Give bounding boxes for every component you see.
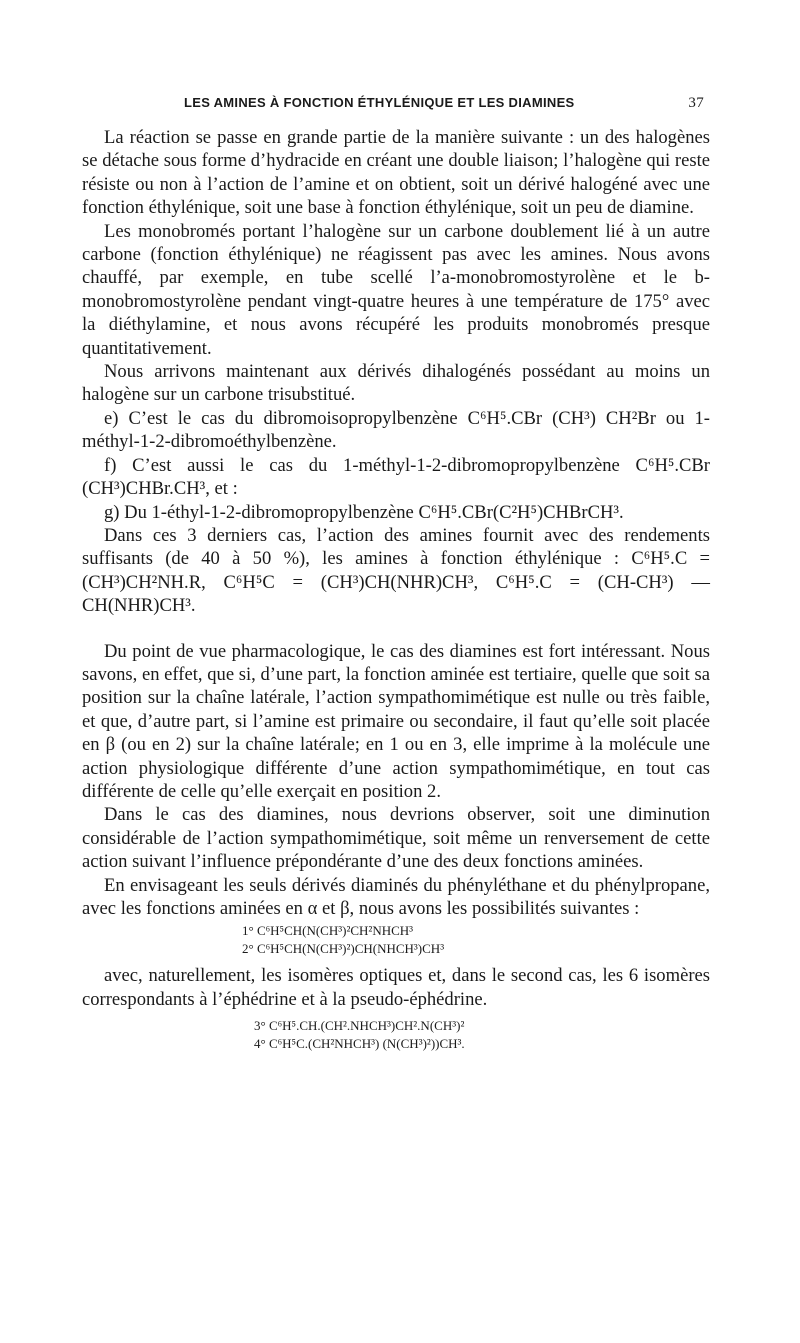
formula-line: 1° C⁶H⁵CH(N(CH³)²CH²NHCH³ (242, 923, 414, 939)
formula-line: 2° C⁶H⁵CH(N(CH³)²)CH(NHCH³)CH³ (242, 941, 445, 957)
formula-list-2 (82, 1017, 710, 1053)
paragraph: Du point de vue pharmacologique, le cas des diamines est fort intéressant. Nous savons, en effet, que si, d’une part, la fonction aminée est tertiaire, quelle que soit sa position sur la chaîne latérale, l’action sympathomimétique est nulle ou très faible, et que, d’autre part, si l’amine est primaire ou secondaire, il faut qu’elle soit placée en β (ou en 2) sur la chaîne latérale; en 1 ou en 3, elle imprime à la molécule une action physiologique différente d’une action sympathomimétique, en tout cas différente de celle qu’elle exerçait en position 2. (82, 640, 710, 802)
paragraph: La réaction se passe en grande partie de la manière suivante : un des halogènes se détache sous forme d’hydracide en créant une double liaison; l’halogène qui reste résiste ou non à l’action de l’amine et on obtient, soit un dérivé halogéné avec une fonction éthylénique, soit une base à fonction éthylénique, soit un peu de diamine. (82, 127, 710, 219)
paragraph: avec, naturellement, les isomères optiques et, dans le second cas, les 6 isomères correspondants à l’éphédrine et à la pseudo-éphédrine. (82, 965, 710, 1010)
formula-line: 4° C⁶H⁵C.(CH²NHCH³) (N(CH³)²))CH³. (254, 1036, 465, 1052)
page-number: 37 (688, 95, 704, 111)
body-text (82, 126, 710, 1059)
paragraph: g) Du 1-éthyl-1-2-dibromopropylbenzène C⁶H⁵.CBr(C²H⁵)CHBrCH³. (104, 501, 624, 523)
paragraph: f) C’est aussi le cas du 1-méthyl-1-2-dibromopropylbenzène C⁶H⁵.CBr (CH³)CHBr.CH³, et : (82, 454, 710, 500)
formula-line: 3° C⁶H⁵.CH.(CH².NHCH³)CH².N(CH³)² (254, 1018, 465, 1034)
paragraph: Les monobromés portant l’halogène sur un carbone doublement lié à un autre carbone (fonction éthylénique) ne réagissent pas avec les amines. Nous avons chauffé, par exemple, en tube scellé l’a-monobromostyrolène et le b-monobromostyrolène pendant vingt-quatre heures à une température de 175° avec la diéthylamine, et nous avons récupéré les produits monobromés presque quantitativement. (82, 220, 710, 359)
formula-list-1 (82, 922, 710, 958)
paragraph: En envisageant les seuls dérivés diaminés du phényléthane et du phénylpropane, avec les fonctions aminées en α et β, nous avons les possibilités suivantes : (82, 874, 710, 919)
paragraph: Dans le cas des diamines, nous devrions observer, soit une diminution considérable de l’action sympathomimétique, soit même un renversement de cette action suivant l’influence prépondérante d’une des deux fonctions aminées. (82, 804, 710, 873)
running-header (168, 92, 704, 114)
paragraph: Dans ces 3 derniers cas, l’action des amines fournit avec des rendements suffisants (de 40 à 50 %), les amines à fonction éthylénique : C⁶H⁵.C = (CH³)CH²NH.R, C⁶H⁵C = (CH³)CH(NHR)CH³, C⁶H⁵.C = (CH-CH³) — CH(NHR)CH³. (82, 524, 710, 617)
paragraph: Nous arrivons maintenant aux dérivés dihalogénés possédant au moins un halogène sur un carbone trisubstitué. (82, 361, 710, 406)
paragraph: e) C’est le cas du dibromoisopropylbenzène C⁶H⁵.CBr (CH³) CH²Br ou 1-méthyl-1-2-dibromoéthylbenzène. (82, 407, 710, 453)
chapter-title: LES AMINES À FONCTION ÉTHYLÉNIQUE ET LES DIAMINES (184, 95, 575, 110)
